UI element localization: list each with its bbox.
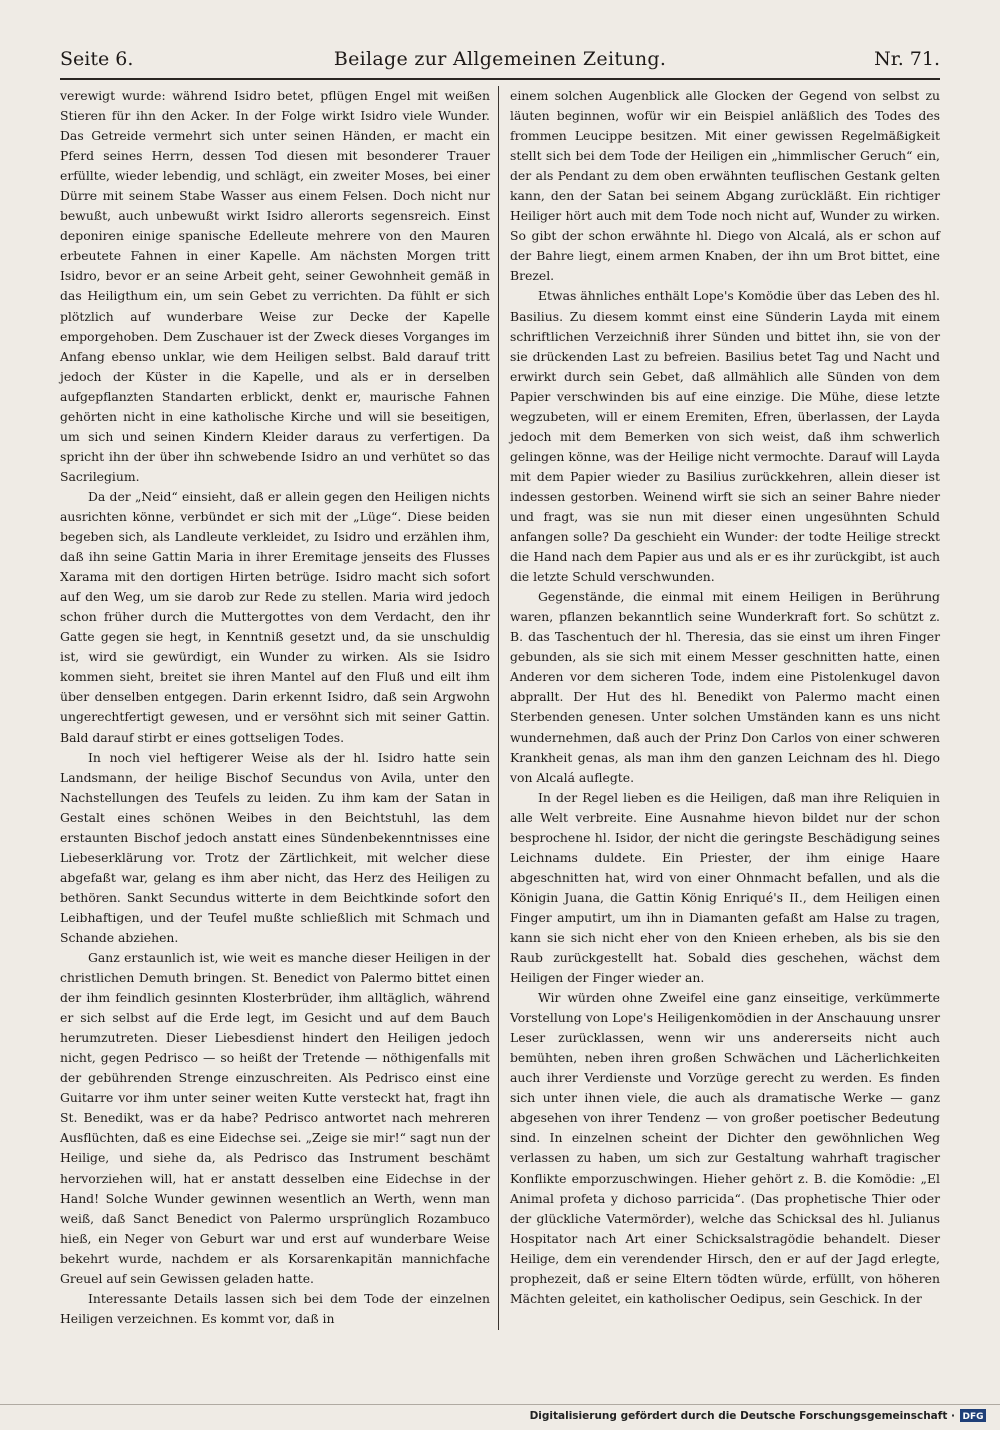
publication-title: Beilage zur Allgemeinen Zeitung. xyxy=(333,48,667,70)
page-header xyxy=(60,42,940,80)
column-divider xyxy=(498,86,499,1330)
paragraph: Gegenstände, die einmal mit einem Heiligen in Berührung waren, pflanzen bekanntlich seine Wunderkraft fort. So schützt z. B. das Taschentuch der hl. Theresia, das sie einst um ihren Finger gebunden, als sie sich mit einem Messer geschnitten hatte, einen Anderen vor dem sicheren Tode, indem eine Pistolenkugel davon abprallt. Der Hut des hl. Benedikt von Palermo macht einen Sterbenden genesen. Unter solchen Umständen kann es uns nicht wundernehmen, daß auch der Prinz Don Carlos von einer schweren Krankheit genas, als man ihm den ganzen Leichnam des hl. Diego von Alcalá auflegte. xyxy=(510,589,940,785)
paragraph: In der Regel lieben es die Heiligen, daß man ihre Reliquien in alle Welt verbreite. Eine Ausnahme hievon bildet nur der schon besprochene hl. Isidor, der nicht die geringste Beschädigung seines Leichnams duldete. Ein Priester, der ihm einige Haare abgeschnitten hat, wird von einer Ohnmacht befallen, und als die Königin Juana, die Gattin König Enriqué's II., dem Heiligen einen Finger amputirt, um ihn in Diamanten gefaßt am Halse zu tragen, kann sie sich nicht eher von den Knieen erheben, als bis sie den Raub zurückgestellt hat. Sobald dies geschehen, wächst dem Heiligen der Finger wieder an. xyxy=(510,789,940,986)
right-column xyxy=(510,86,940,1309)
paragraph: Da der „Neid“ einsieht, daß er allein gegen den Heiligen nichts ausrichten könne, verbündet er sich mit der „Lüge“. Diese beiden begeben sich, als Landleute verkleidet, zu Isidro und erzählen ihm, daß ihn seine Gattin Maria in ihrer Eremitage jenseits des Flusses Xarama mit den dortigen Hirten betrüge. Isidro macht sich sofort auf den Weg, um sie darob zur Rede zu stellen. Maria wird jedoch schon früher durch die Muttergottes von dem Verdacht, den ihr Gatte gegen sie hegt, in Kenntniß gesetzt und, da sie unschuldig ist, wird sie gewürdigt, ein Wunder zu wirken. Als sie Isidro kommen sieht, breitet sie ihren Mantel auf den Fluß und eilt ihm über denselben entgegen. Darin erkennt Isidro, daß sein Argwohn ungerechtfertigt gewesen, und er versöhnt sich mit seiner Gattin. Bald darauf stirbt er eines gottseligen Todes. xyxy=(60,488,490,745)
page-number: Seite 6. xyxy=(60,48,134,70)
paragraph: Wir würden ohne Zweifel eine ganz einseitige, verkümmerte Vorstellung von Lope's Heiligenkomödien in der Anschauung unsrer Leser zurücklassen, wenn wir uns andererseits nicht auch bemühten, neben ihren großen Schwächen und Lächerlichkeiten auch ihrer Verdienste und Vorzüge gerecht zu werden. Es finden sich unter ihnen viele, die auch als dramatische Werke — ganz abgesehen von ihrer Tendenz — von großer poetischer Bedeutung sind. In einzelnen scheint der Dichter den gewöhnlichen Weg verlassen zu haben, um sich zur Gestaltung wahrhaft tragischer Konflikte emporzuschwingen. Hieher gehört z. B. die Komödie: „El Animal profeta y dichoso parricida“. (Das prophetische Thier oder der glückliche Vatermörder), welche das Schicksal des hl. Julianus Hospitator nach Art einer Schicksalstragödie behandelt. Dieser Heilige, dem ein verendender Hirsch, den er auf der Jagd erlegte, prophezeit, daß er seine Eltern tödten würde, erfüllt, von höheren Mächten geleitet, ein katholischer Oedipus, sein Geschick. In der xyxy=(510,990,940,1306)
paragraph: In noch viel heftigerer Weise als der hl. Isidro hatte sein Landsmann, der heilige Bischof Secundus von Avila, unter den Nachstellungen des Teufels zu leiden. Zu ihm kam der Satan in Gestalt eines schönen Weibes in den Beichtstuhl, las dem erstaunten Bischof jedoch anstatt eines Sündenbekenntnisses eine Liebeserklärung vor. Trotz der Zärtlichkeit, mit welcher diese abgefaßt war, gelang es ihm aber nicht, das Herz des Heiligen zu bethören. Sankt Secundus witterte in dem Beichtkinde sofort den Leibhaftigen, und der Teufel mußte schließlich mit Schmach und Schande abziehen. xyxy=(60,749,490,945)
dfg-logo-icon xyxy=(960,1409,986,1422)
paragraph: Ganz erstaunlich ist, wie weit es manche dieser Heiligen in der christlichen Demuth bringen. St. Benedict von Palermo bittet einen der ihm feindlich gesinnten Klosterbrüder, ihm alltäglich, während er sich selbst auf die Erde legt, im Gesicht und auf dem Bauch herumzutreten. Dieser Liebesdienst hindert den Heiligen jedoch nicht, gegen Pedrisco — so heißt der Tretende — nöthigenfalls mit der gebührenden Strenge einzuschreiten. Als Pedrisco einst eine Guitarre vor ihm unter seiner weiten Kutte versteckt hat, fragt ihn St. Benedikt, was er da habe? Pedrisco antwortet nach mehreren Ausflüchten, daß es eine Eidechse sei. „Zeige sie mir!“ sagt nun der Heilige, und siehe da, als Pedrisco das Instrument beschämt hervorziehen will, hat er anstatt desselben eine Eidechse in der Hand! Solche Wunder gewinnen wesentlich an Werth, wenn man weiß, daß Sanct Benedict von Palermo ursprünglich Rozambuco hieß, ein Neger von Geburt war und erst auf wunderbare Weise bekehrt wurde, nachdem er als Korsarenkapitän mannichfache Greuel auf sein Gewissen geladen hatte. xyxy=(60,950,490,1286)
paragraph: Interessante Details lassen sich bei dem Tode der einzelnen Heiligen verzeichnen. Es kommt vor, daß in xyxy=(60,1290,490,1326)
left-column xyxy=(60,86,490,1329)
paragraph: einem solchen Augenblick alle Glocken der Gegend von selbst zu läuten beginnen, wofür wir ein Beispiel anläßlich des Todes des frommen Leucippe besitzen. Mit einer gewissen Regelmäßigkeit stellt sich bei dem Tode der Heiligen ein „himmlischer Geruch“ ein, der als Pendant zu dem oben erwähnten teuflischen Gestank gelten kann, den der Satan bei seinem Abgang zurückläßt. Ein richtiger Heiliger hört auch mit dem Tode noch nicht auf, Wunder zu wirken. So gibt der schon erwähnte hl. Diego von Alcalá, als er schon auf der Bahre liegt, einem armen Knaben, der ihn um Brot bittet, eine Brezel. xyxy=(510,88,940,284)
digitization-footer xyxy=(530,1409,986,1422)
issue-number: Nr. 71. xyxy=(874,48,940,70)
footer-divider xyxy=(0,1404,1000,1405)
paragraph: verewigt wurde: während Isidro betet, pflügen Engel mit weißen Stieren für ihn den Acker. In der Folge wirkt Isidro viele Wunder. Das Getreide vermehrt sich unter seinen Händen, er macht ein Pferd seines Herrn, dessen Tod diesen mit besonderer Trauer erfüllte, wieder lebendig, und schlägt, ein zweiter Moses, bei einer Dürre mit seinem Stabe Wasser aus einem Felsen. Doch nicht nur bewußt, auch unbewußt wirkt Isidro allerorts segensreich. Einst deponiren einige spanische Edelleute mehrere von den Mauren erbeutete Fahnen in einer Kapelle. Am nächsten Morgen tritt Isidro, bevor er an seine Arbeit geht, seiner Gewohnheit gemäß in das Heiligthum ein, um sein Gebet zu verrichten. Da fühlt er sich plötzlich auf wunderbare Weise zur Decke der Kapelle emporgehoben. Dem Zuschauer ist der Zweck dieses Vorganges im Anfang ebenso unklar, wie dem Heiligen selbst. Bald darauf tritt jedoch der Küster in die Kapelle, und als er in derselben aufgepflanzten Standarten erblickt, denkt er, maurische Fahnen gehörten nicht in eine katholische Kirche und will sie beseitigen, um sich und seinen Kindern Kleider daraus zu verfertigen. Da spricht ihn der über ihn schwebende Isidro an und verhütet so das Sacrilegium. xyxy=(60,88,490,484)
paragraph: Etwas ähnliches enthält Lope's Komödie über das Leben des hl. Basilius. Zu diesem kommt einst eine Sünderin Layda mit einem schriftlichen Verzeichniß ihrer Sünden und bittet ihn, sie von der sie drückenden Last zu befreien. Basilius betet Tag und Nacht und erwirkt durch sein Gebet, daß allmählich alle Sünden von dem Papier verschwinden bis auf eine einzige. Die Mühe, diese letzte wegzubeten, will er einem Eremiten, Efren, überlassen, der Layda jedoch mit dem Bemerken von sich weist, daß ihm schwerlich gelingen könne, was der Heilige nicht vermochte. Darauf will Layda mit dem Papier wieder zu Basilius zurückkehren, allein dieser ist indessen gestorben. Weinend wirft sie sich an seiner Bahre nieder und fragt, was sie nun mit dieser einen ungesühnten Schuld anfangen solle? Da geschieht ein Wunder: der todte Heilige streckt die Hand nach dem Papier aus und als er es ihr zurückgibt, ist auch die letzte Schuld verschwunden. xyxy=(510,288,940,585)
funding-credit: Digitalisierung gefördert durch die Deutsche Forschungsgemeinschaft · xyxy=(529,1409,955,1422)
svg-text:DFG: DFG xyxy=(962,1412,984,1422)
